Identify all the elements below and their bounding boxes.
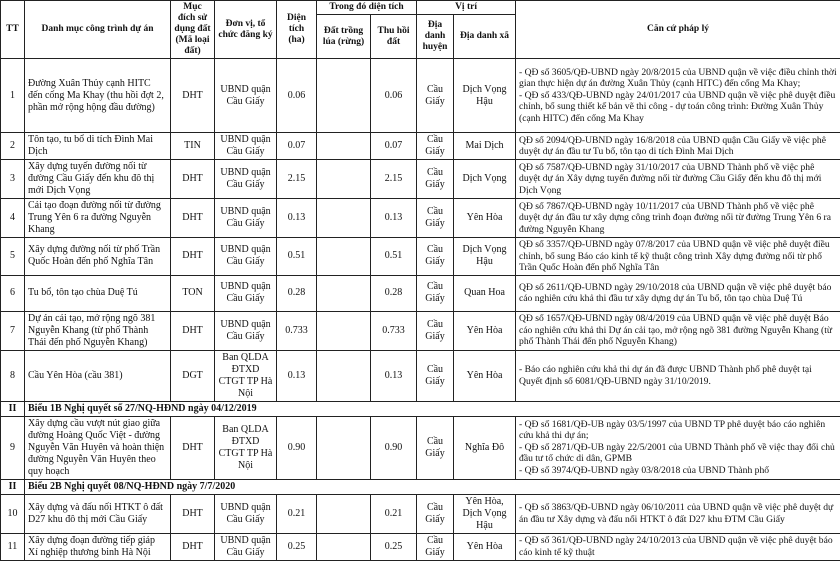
rice-land-value <box>317 160 371 199</box>
legal-basis <box>516 160 840 199</box>
rice-land-value <box>317 416 371 479</box>
project-name: Xây dựng tuyến đường nối từ đường Cầu Giấy đến khu đô thị mới Dịch Vọng <box>25 160 171 199</box>
section-title: Biểu 2B Nghị quyết 08/NQ-HĐND ngày 7/7/2020 <box>25 479 840 494</box>
section-row <box>1 401 840 416</box>
table-row <box>1 238 840 276</box>
project-name: Xây dựng và đấu nối HTKT ô đất D27 khu đô thị mới Cầu Giấy <box>25 494 171 533</box>
registrar-unit: UBND quận Cầu Giấy <box>215 494 277 533</box>
legal-basis <box>516 494 840 533</box>
header-recovered-land: Thu hồi đất <box>371 15 417 59</box>
row-number: 7 <box>1 311 25 350</box>
recovered-land-value: 0.733 <box>371 311 417 350</box>
table-row <box>1 311 840 350</box>
legal-basis-line: - QĐ số 1681/QĐ-UB ngày 03/5/1997 của UBND TP phê duyệt báo cáo nghiên cứu khả thi dự án; <box>519 419 837 442</box>
header-area: Diện tích (ha) <box>277 1 317 59</box>
legal-basis-line: - QĐ số 3974/QĐ-UBND ngày 03/8/2018 của UBND Thành phố <box>519 465 837 477</box>
header-legal-basis: Căn cứ pháp lý <box>516 1 840 59</box>
land-code: DHT <box>171 160 215 199</box>
registrar-unit: UBND quận Cầu Giấy <box>215 199 277 238</box>
project-name: Xây dựng đoạn đường tiếp giáp Xí nghiệp thương binh Hà Nội <box>25 533 171 560</box>
rice-land-value <box>317 311 371 350</box>
district-name: Cầu Giấy <box>417 133 454 160</box>
legal-basis <box>516 275 840 311</box>
legal-basis-line: QĐ số 7867/QĐ-UBND ngày 10/11/2017 của UBND Thành phố về việc phê duyệt dự án đầu tư xây dựng công trình đoạn đường nối từ đường Trung Yên 6 ra đường Nguyễn Khang <box>519 201 837 236</box>
table-header <box>1 1 840 59</box>
recovered-land-value: 0.13 <box>371 350 417 401</box>
recovered-land-value: 2.15 <box>371 160 417 199</box>
area-value: 0.21 <box>277 494 317 533</box>
rice-land-value <box>317 133 371 160</box>
table-row <box>1 160 840 199</box>
table-row <box>1 533 840 560</box>
legal-basis <box>516 350 840 401</box>
commune-name: Yên Hòa <box>454 199 516 238</box>
legal-basis-line: - QĐ số 2871/QĐ-UB ngày 22/5/2001 của UBND Thành phố về việc thay đổi chủ đầu tư tổ chức di dân, GPMB <box>519 442 837 465</box>
row-number: 10 <box>1 494 25 533</box>
legal-basis-line: QĐ số 1657/QĐ-UBND ngày 08/4/2019 của UBND quận về việc phê duyệt Báo cáo nghiên cứu khả thi Dự án cải tạo, mở rộng ngõ 381 đường Nguyễn Khang (từ phố Thành Thái đến phố Nguyễn Khang) <box>519 313 837 348</box>
table-row <box>1 59 840 133</box>
project-name: Cầu Yên Hòa (cầu 381) <box>25 350 171 401</box>
recovered-land-value: 0.21 <box>371 494 417 533</box>
row-number: 4 <box>1 199 25 238</box>
area-value: 0.25 <box>277 533 317 560</box>
header-commune: Địa danh xã <box>454 15 516 59</box>
area-value: 0.90 <box>277 416 317 479</box>
legal-basis-line: - QĐ số 3605/QĐ-UBND ngày 20/8/2015 của UBND quận về việc điều chỉnh thời gian thực hiện dự án đường Xuân Thủy (cạnh HITC) đến cống Ma Khay; <box>519 67 837 90</box>
commune-name: Dịch Vọng Hậu <box>454 59 516 133</box>
project-name: Xây dựng đường nối từ phố Trần Quốc Hoàn đến phố Nghĩa Tân <box>25 238 171 276</box>
land-code: DHT <box>171 59 215 133</box>
rice-land-value <box>317 199 371 238</box>
area-value: 0.733 <box>277 311 317 350</box>
district-name: Cầu Giấy <box>417 533 454 560</box>
land-code: DHT <box>171 311 215 350</box>
area-value: 0.07 <box>277 133 317 160</box>
legal-basis-line: QĐ số 7587/QĐ-UBND ngày 31/10/2017 của UBND Thành phố về việc phê duyệt dự án Xây dựng tuyến đường nối từ đường Cầu Giấy đến khu đô thị mới Dịch Vọng <box>519 162 837 197</box>
commune-name: Quan Hoa <box>454 275 516 311</box>
land-code: DHT <box>171 416 215 479</box>
area-value: 0.13 <box>277 199 317 238</box>
district-name: Cầu Giấy <box>417 199 454 238</box>
registrar-unit: Ban QLDA ĐTXD CTGT TP Hà Nội <box>215 416 277 479</box>
legal-basis <box>516 59 840 133</box>
recovered-land-value: 0.06 <box>371 59 417 133</box>
district-name: Cầu Giấy <box>417 160 454 199</box>
project-name: Đường Xuân Thủy cạnh HITC đến cống Ma Khay (thu hồi đợt 2, phần mở rộng hộng đầu đường) <box>25 59 171 133</box>
district-name: Cầu Giấy <box>417 238 454 276</box>
legal-basis-line: - QĐ số 3863/QĐ-UBND ngày 06/10/2011 của UBND quận về việc phê duyệt dự án đầu tư Xây dựng và đấu nối HTKT ô đất D27 khu ĐTM Cầu Giấy <box>519 502 837 525</box>
legal-basis <box>516 533 840 560</box>
recovered-land-value: 0.13 <box>371 199 417 238</box>
legal-basis-line: QĐ số 2094/QĐ-UBND ngày 16/8/2018 của UBND quận Cầu Giấy về việc phê duyệt dự án đầu tư Tu bổ, tôn tạo di tích Đình Mai Dịch <box>519 135 837 158</box>
row-number: 1 <box>1 59 25 133</box>
table-row <box>1 416 840 479</box>
recovered-land-value: 0.90 <box>371 416 417 479</box>
table-row <box>1 494 840 533</box>
row-number: 8 <box>1 350 25 401</box>
legal-basis <box>516 311 840 350</box>
section-number: II <box>1 401 25 416</box>
project-name: Dự án cải tạo, mở rộng ngõ 381 Nguyễn Khang (từ phố Thành Thái đến phố Nguyễn Khang) <box>25 311 171 350</box>
table-row <box>1 350 840 401</box>
registrar-unit: UBND quận Cầu Giấy <box>215 238 277 276</box>
header-district: Địa danh huyện <box>417 15 454 59</box>
header-project-name: Danh mục công trình dự án <box>25 1 171 59</box>
commune-name: Yên Hòa <box>454 350 516 401</box>
area-value: 0.28 <box>277 275 317 311</box>
land-code: DHT <box>171 533 215 560</box>
commune-name: Yên Hòa <box>454 533 516 560</box>
legal-basis-line: QĐ số 3357/QĐ-UBND ngày 07/8/2017 của UBND quận về việc phê duyệt điều chỉnh, bổ sung Báo cáo kinh tế kỹ thuật công trình Xây dựng đường nối từ phố Trần Quốc Hoàn đến phố Nghĩa Tân <box>519 239 837 274</box>
row-number: 6 <box>1 275 25 311</box>
commune-name: Mai Dịch <box>454 133 516 160</box>
registrar-unit: UBND quận Cầu Giấy <box>215 311 277 350</box>
district-name: Cầu Giấy <box>417 350 454 401</box>
header-land-purpose: Mục đích sử dụng đất (Mã loại đất) <box>171 1 215 59</box>
district-name: Cầu Giấy <box>417 311 454 350</box>
commune-name: Yên Hòa, Dịch Vọng Hậu <box>454 494 516 533</box>
row-number: 11 <box>1 533 25 560</box>
table-row <box>1 133 840 160</box>
rice-land-value <box>317 59 371 133</box>
registrar-unit: UBND quận Cầu Giấy <box>215 160 277 199</box>
area-value: 2.15 <box>277 160 317 199</box>
registrar-unit: Ban QLDA ĐTXD CTGT TP Hà Nội <box>215 350 277 401</box>
legal-basis-line: - QĐ số 361/QĐ-UBND ngày 24/10/2013 của UBND quận về việc phê duyệt báo cáo kinh tế kỹ thuật <box>519 535 837 558</box>
legal-basis <box>516 416 840 479</box>
project-name: Cải tạo đoạn đường nối từ đường Trung Yên 6 ra đường Nguyễn Khang <box>25 199 171 238</box>
rice-land-value <box>317 533 371 560</box>
area-value: 0.13 <box>277 350 317 401</box>
recovered-land-value: 0.51 <box>371 238 417 276</box>
table-row <box>1 275 840 311</box>
header-registrar: Đơn vị, tổ chức đăng ký <box>215 1 277 59</box>
header-tt: TT <box>1 1 25 59</box>
section-title: Biểu 1B Nghị quyết số 27/NQ-HĐND ngày 04/12/2019 <box>25 401 840 416</box>
district-name: Cầu Giấy <box>417 494 454 533</box>
legal-basis <box>516 199 840 238</box>
commune-name: Yên Hòa <box>454 311 516 350</box>
row-number: 2 <box>1 133 25 160</box>
registrar-unit: UBND quận Cầu Giấy <box>215 133 277 160</box>
area-value: 0.51 <box>277 238 317 276</box>
legal-basis-line: QĐ số 2611/QĐ-UBND ngày 29/10/2018 của UBND quận về việc phê duyệt báo cáo nghiên cứu khả thi đầu tư xây dựng dự án Tu bổ, tôn tạo chùa Duệ Tú <box>519 282 837 305</box>
area-value: 0.06 <box>277 59 317 133</box>
land-code: DHT <box>171 494 215 533</box>
project-name: Tu bổ, tôn tạo chùa Duệ Tú <box>25 275 171 311</box>
registrar-unit: UBND quận Cầu Giấy <box>215 533 277 560</box>
legal-basis-line: - QĐ số 433/QĐ-UBND ngày 24/01/2017 của UBND quận về việc phê duyệt điều chỉnh, bổ sung thiết kế bản vẽ thi công - dự toán công trình: Đường Xuân Thủy (cạnh HITC) đến cống Ma Khay <box>519 90 837 125</box>
commune-name: Nghĩa Đô <box>454 416 516 479</box>
commune-name: Dịch Vọng Hậu <box>454 238 516 276</box>
header-area-breakdown: Trong đó diện tích <box>317 1 417 15</box>
district-name: Cầu Giấy <box>417 416 454 479</box>
row-number: 5 <box>1 238 25 276</box>
header-rice-land: Đất trồng lúa (rừng) <box>317 15 371 59</box>
registrar-unit: UBND quận Cầu Giấy <box>215 275 277 311</box>
section-number: II <box>1 479 25 494</box>
row-number: 3 <box>1 160 25 199</box>
header-location: Vị trí <box>417 1 516 15</box>
recovered-land-value: 0.07 <box>371 133 417 160</box>
registrar-unit: UBND quận Cầu Giấy <box>215 59 277 133</box>
district-name: Cầu Giấy <box>417 59 454 133</box>
rice-land-value <box>317 494 371 533</box>
land-code: TON <box>171 275 215 311</box>
commune-name: Dịch Vọng <box>454 160 516 199</box>
rice-land-value <box>317 350 371 401</box>
land-code: DHT <box>171 238 215 276</box>
land-code: DHT <box>171 199 215 238</box>
land-code: DGT <box>171 350 215 401</box>
recovered-land-value: 0.28 <box>371 275 417 311</box>
table-body <box>1 59 840 561</box>
district-name: Cầu Giấy <box>417 275 454 311</box>
row-number: 9 <box>1 416 25 479</box>
recovered-land-value: 0.25 <box>371 533 417 560</box>
rice-land-value <box>317 275 371 311</box>
legal-basis <box>516 133 840 160</box>
section-row <box>1 479 840 494</box>
project-name: Xây dựng cầu vượt nút giao giữa đường Hoàng Quốc Việt - đường Nguyễn Văn Huyên và hoàn thiện đường Nguyễn Văn Huyên theo quy hoạch <box>25 416 171 479</box>
land-code: TIN <box>171 133 215 160</box>
rice-land-value <box>317 238 371 276</box>
table-row <box>1 199 840 238</box>
legal-basis-line: - Báo cáo nghiên cứu khả thi dự án đã được UBND Thành phố phê duyệt tại Quyết định số 6081/QĐ-UBND ngày 31/10/2019. <box>519 364 837 387</box>
project-name: Tôn tạo, tu bổ di tích Đình Mai Dịch <box>25 133 171 160</box>
legal-basis <box>516 238 840 276</box>
